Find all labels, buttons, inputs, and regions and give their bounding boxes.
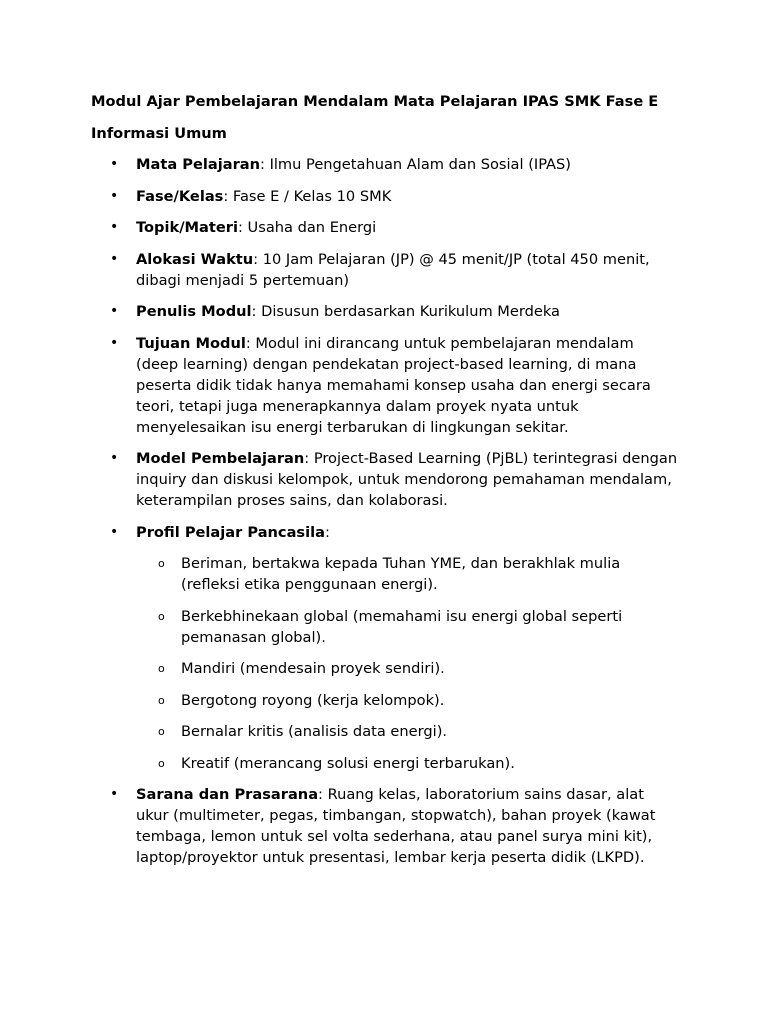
item-text: : Disusun berdasarkan Kurikulum Merdeka bbox=[251, 303, 561, 320]
list-item-tujuan-modul bbox=[0, 333, 680, 438]
sub-list-item bbox=[136, 753, 680, 774]
bullet-icon: • bbox=[110, 523, 119, 540]
sub-list-item bbox=[136, 553, 680, 595]
list-item-sarana-prasarana bbox=[0, 784, 680, 868]
list-item-model-pembelajaran bbox=[0, 448, 680, 511]
sub-list-item bbox=[136, 690, 680, 711]
bullet-icon: • bbox=[110, 450, 119, 466]
item-text: : Fase E / Kelas 10 SMK bbox=[223, 187, 392, 205]
bullet-icon: • bbox=[110, 219, 119, 235]
item-text: : Ruang kelas, laboratorium sains dasar, alat ukur (multimeter, pegas, timbangan, stopwatch), bahan proyek (kawat tembaga, lemon untuk sel volta sederhana, atau panel surya mini kit), laptop/proyektor untuk presentasi, lembar kerja peserta didik (LKPD). bbox=[136, 786, 656, 866]
sub-item-text: Kreatif (merancang solusi energi terbarukan). bbox=[181, 754, 515, 772]
sub-item-text: Bergotong royong (kerja kelompok). bbox=[181, 691, 445, 709]
bullet-icon: • bbox=[110, 334, 119, 351]
item-text: : Ilmu Pengetahuan Alam dan Sosial (IPAS) bbox=[260, 156, 572, 173]
sub-list-item bbox=[136, 606, 680, 648]
item-text: : 10 Jam Pelajaran (JP) @ 45 menit/JP (total 450 menit, dibagi menjadi 5 pertemuan) bbox=[136, 250, 650, 289]
circle-bullet-icon: o bbox=[158, 693, 165, 707]
sub-item-text: Mandiri (mendesain proyek sendiri). bbox=[181, 660, 445, 677]
list-item-fase-kelas bbox=[0, 186, 680, 207]
circle-bullet-icon: o bbox=[158, 756, 165, 770]
item-text: : Modul ini dirancang untuk pembelajaran mendalam (deep learning) dengan pendekatan project-based learning, di mana peserta didik tidak hanya memahami konsep usaha dan energi secara teori, tetapi juga menerapkannya dalam proyek nyata untuk menyelesaikan isu energi terbarukan di lingkungan sekitar. bbox=[136, 334, 651, 436]
item-text: : bbox=[324, 523, 330, 541]
item-label: Sarana dan Prasarana bbox=[136, 786, 319, 803]
item-label: Penulis Modul bbox=[136, 303, 252, 320]
bullet-icon: • bbox=[110, 786, 119, 802]
bullet-icon: • bbox=[110, 156, 119, 172]
circle-bullet-icon: o bbox=[158, 609, 165, 623]
bullet-icon: • bbox=[110, 303, 119, 319]
item-label: Mata Pelajaran bbox=[136, 156, 261, 173]
document-title: Modul Ajar Pembelajaran Mendalam Mata Pelajaran IPAS SMK Fase E bbox=[91, 93, 659, 110]
item-label: Fase/Kelas bbox=[136, 187, 224, 205]
item-text: : Project-Based Learning (PjBL) terintegrasi dengan inquiry dan diskusi kelompok, untuk mendorong pemahaman mendalam, keterampilan proses sains, dan kolaborasi. bbox=[136, 450, 678, 509]
circle-bullet-icon: o bbox=[158, 725, 165, 738]
bullet-icon: • bbox=[110, 187, 119, 204]
item-label: Alokasi Waktu bbox=[136, 250, 254, 268]
list-item-mata-pelajaran bbox=[0, 154, 680, 175]
item-label: Profil Pelajar Pancasila bbox=[136, 523, 325, 541]
circle-bullet-icon: o bbox=[158, 662, 165, 675]
list-item-alokasi-waktu bbox=[0, 249, 680, 291]
sub-item-text: Bernalar kritis (analisis data energi). bbox=[181, 723, 448, 740]
info-list bbox=[0, 154, 768, 879]
sub-list-item bbox=[136, 721, 680, 742]
section-heading: Informasi Umum bbox=[91, 125, 227, 142]
item-label: Tujuan Modul bbox=[136, 334, 246, 352]
list-item-profil-pelajar-pancasila bbox=[0, 522, 680, 774]
item-label: Topik/Materi bbox=[136, 219, 238, 236]
sub-list bbox=[136, 553, 680, 774]
item-label: Model Pembelajaran bbox=[136, 450, 305, 467]
sub-item-text: Berkebhinekaan global (memahami isu energi global seperti pemanasan global). bbox=[181, 607, 623, 646]
sub-list-item bbox=[136, 658, 680, 679]
list-item-penulis-modul bbox=[0, 301, 680, 322]
item-text: : Usaha dan Energi bbox=[237, 219, 377, 236]
list-item-topik-materi bbox=[0, 217, 680, 238]
sub-item-text: Beriman, bertakwa kepada Tuhan YME, dan berakhlak mulia (refleksi etika penggunaan energi). bbox=[181, 555, 621, 593]
circle-bullet-icon: o bbox=[158, 557, 165, 570]
bullet-icon: • bbox=[110, 250, 119, 267]
